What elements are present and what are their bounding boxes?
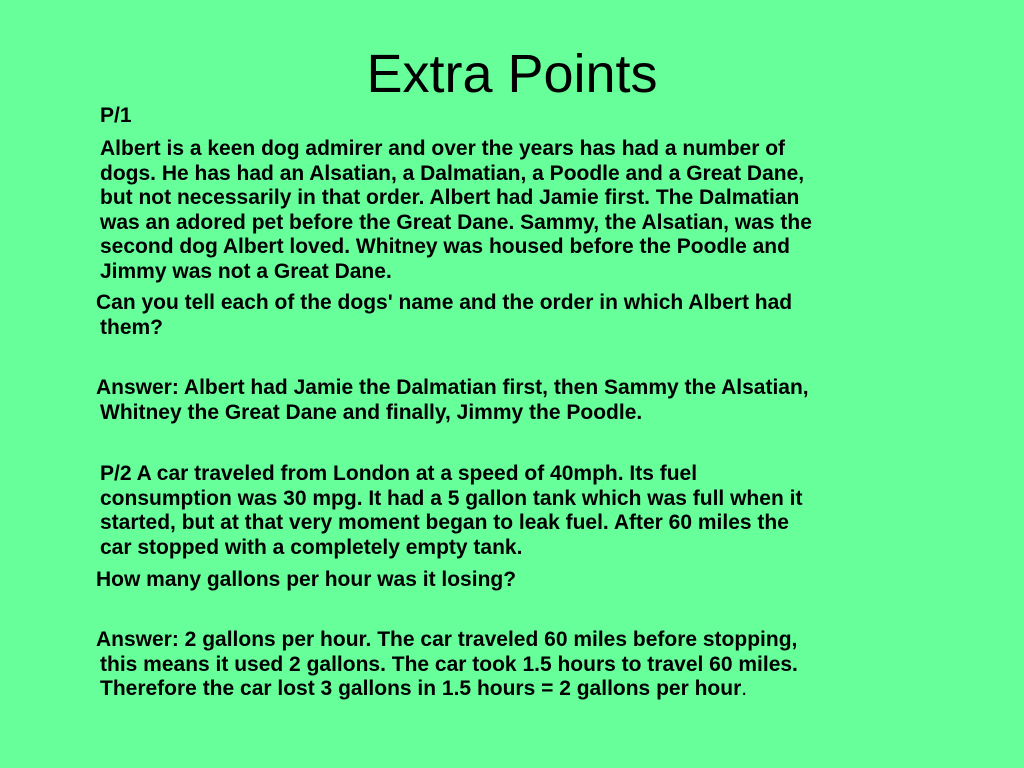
puzzle-1-question: Can you tell each of the dogs' name and the order in which Albert had them? xyxy=(96,291,793,339)
puzzle-2-text: P/2 A car traveled from London at a speed of 40mph. Its fuel consumption was 30 mpg. It had a 5 gallon tank which was full when it started, but at that very moment began to leak fuel. After 60 miles the car stopped with a completely empty tank. xyxy=(100,462,803,559)
puzzle-2-question: How many gallons per hour was it losing? xyxy=(96,568,517,591)
puzzle-1-text: Albert is a keen dog admirer and over the years has had a number of dogs. He has had an Alsatian, a Dalmatian, a Poodle and a Great Dane, but not necessarily in that order. Albert had Jamie first. The Dalmatian was an adored pet before the Great Dane. Sammy, the Alsatian, was the second dog Albert loved. Whitney was housed before the Poodle and Jimmy was not a Great Dane. xyxy=(100,137,812,283)
slide-title: Extra Points xyxy=(366,44,658,104)
puzzle-1-answer: Answer: Albert had Jamie the Dalmatian first, then Sammy the Alsatian, Whitney the Great Dane and finally, Jimmy the Poodle. xyxy=(96,376,809,424)
puzzle-2-answer-text: Answer: 2 gallons per hour. The car traveled 60 miles before stopping, this means it used 2 gallons. The car took 1.5 hours to travel 60 miles. Therefore the car lost 3 gallons in 1.5 hours = 2 gallons per hour xyxy=(96,628,798,700)
puzzle-1-label: P/1 xyxy=(100,104,132,127)
puzzle-2-answer xyxy=(96,628,1000,702)
puzzle-2-answer-period: . xyxy=(741,677,748,700)
